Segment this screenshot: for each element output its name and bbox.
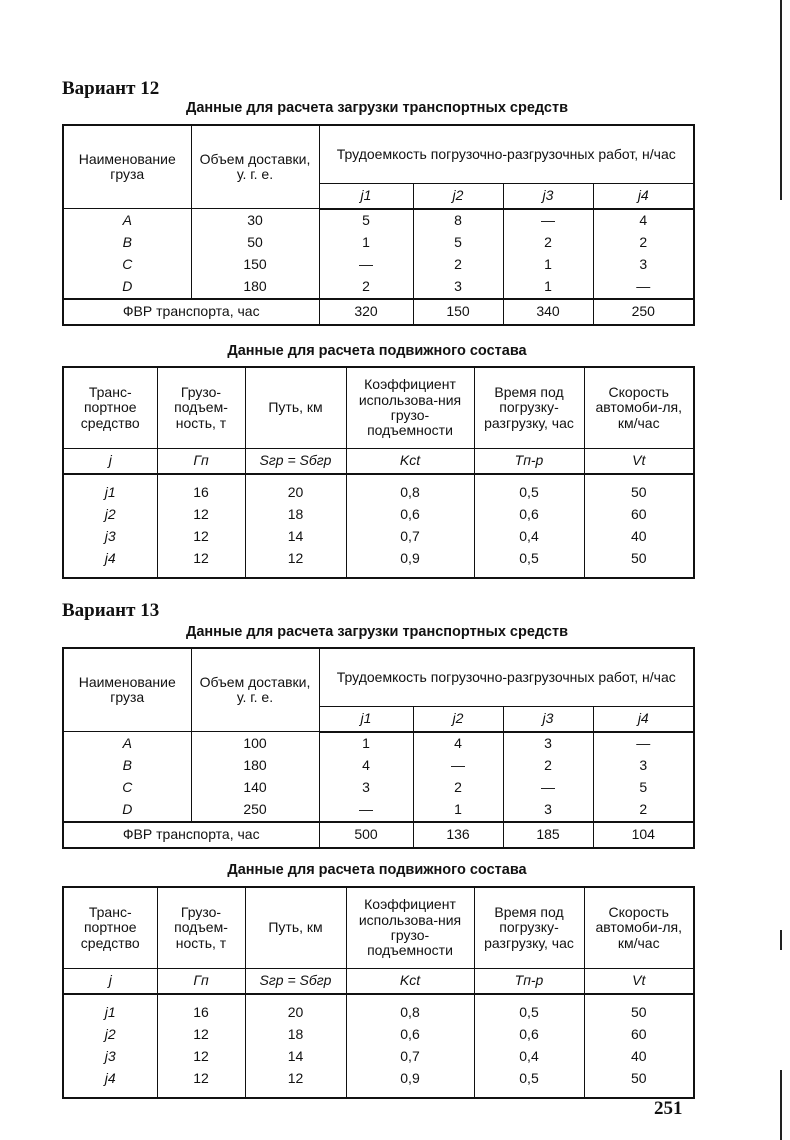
sub-j4: j4 [593,706,694,732]
fvr-label: ФВР транспорта, час [63,822,319,848]
header-volume: Объем доставки, у. г. е. [191,125,319,209]
scan-edge-mark [780,930,782,950]
header-coefficient: Коэффициент использова-ния грузо-подъемности [346,367,474,449]
header-speed: Скорость автомоби-ля, км/час [584,887,694,969]
symbol-coefficient: Kct [346,969,474,995]
load-table [62,124,695,326]
table-caption: Данные для расчета подвижного состава [227,862,527,878]
table-caption: Данные для расчета подвижного состава [227,343,527,359]
load-table [62,647,695,849]
symbol-coefficient: Kct [346,449,474,475]
scan-edge-line [780,0,782,200]
table-row: j1 16 20 0,8 0,5 50 [63,474,694,504]
table-row: B 50 1 5 2 2 [63,232,694,254]
header-labor: Трудоемкость погрузочно-разгрузочных работ, н/час [319,648,694,706]
header-cargo-name: Наименование груза [63,125,191,209]
sub-j1: j1 [319,183,413,209]
table-caption: Данные для расчета загрузки транспортных средств [186,624,568,640]
table-row: j2 12 18 0,6 0,6 60 [63,1024,694,1046]
symbol-j: j [63,969,157,995]
symbol-distance: Sгр = Sбгр [245,449,346,475]
sub-j2: j2 [413,706,503,732]
symbol-time: Tп-р [474,449,584,475]
table-row: A 30 5 8 — 4 [63,209,694,232]
symbol-speed: Vt [584,969,694,995]
header-capacity: Грузо-подъем-ность, т [157,887,245,969]
table-row: D 250 — 1 3 2 [63,799,694,822]
header-vehicle: Транс-портное средство [63,367,157,449]
rolling-stock-table [62,886,695,1099]
table-row: j3 12 14 0,7 0,4 40 [63,1046,694,1068]
header-volume: Объем доставки, у. г. е. [191,648,319,732]
header-cargo-name: Наименование груза [63,648,191,732]
fvr-label: ФВР транспорта, час [63,299,319,325]
header-capacity: Грузо-подъем-ность, т [157,367,245,449]
header-speed: Скорость автомоби-ля, км/час [584,367,694,449]
header-labor: Трудоемкость погрузочно-разгрузочных работ, н/час [319,125,694,183]
table-row: D 180 2 3 1 — [63,276,694,299]
sub-j1: j1 [319,706,413,732]
header-time: Время под погрузку-разгрузку, час [474,367,584,449]
table-row: B 180 4 — 2 3 [63,755,694,777]
sub-j4: j4 [593,183,694,209]
fvr-row: ФВР транспорта, час 500 136 185 104 [63,822,694,848]
header-vehicle: Транс-портное средство [63,887,157,969]
table-row: C 150 — 2 1 3 [63,254,694,276]
variant-title: Вариант 13 [62,600,160,621]
symbol-j: j [63,449,157,475]
header-coefficient: Коэффициент использова-ния грузо-подъемности [346,887,474,969]
symbol-capacity: Гп [157,969,245,995]
header-distance: Путь, км [245,887,346,969]
table-caption: Данные для расчета загрузки транспортных средств [186,100,568,116]
sub-j3: j3 [503,706,593,732]
scan-edge-mark [780,1070,782,1140]
table-row: j4 12 12 0,9 0,5 50 [63,1068,694,1098]
symbol-speed: Vt [584,449,694,475]
table-row: j2 12 18 0,6 0,6 60 [63,504,694,526]
sub-j3: j3 [503,183,593,209]
table-row: C 140 3 2 — 5 [63,777,694,799]
table-row: j1 16 20 0,8 0,5 50 [63,994,694,1024]
fvr-row: ФВР транспорта, час 320 150 340 250 [63,299,694,325]
symbol-distance: Sгр = Sбгр [245,969,346,995]
table-row: A 100 1 4 3 — [63,732,694,755]
header-distance: Путь, км [245,367,346,449]
sub-j2: j2 [413,183,503,209]
table-row: j4 12 12 0,9 0,5 50 [63,548,694,578]
rolling-stock-table [62,366,695,579]
page-number: 251 [654,1098,683,1119]
variant-title: Вариант 12 [62,78,160,99]
table-row: j3 12 14 0,7 0,4 40 [63,526,694,548]
symbol-time: Tп-р [474,969,584,995]
symbol-capacity: Гп [157,449,245,475]
header-time: Время под погрузку-разгрузку, час [474,887,584,969]
